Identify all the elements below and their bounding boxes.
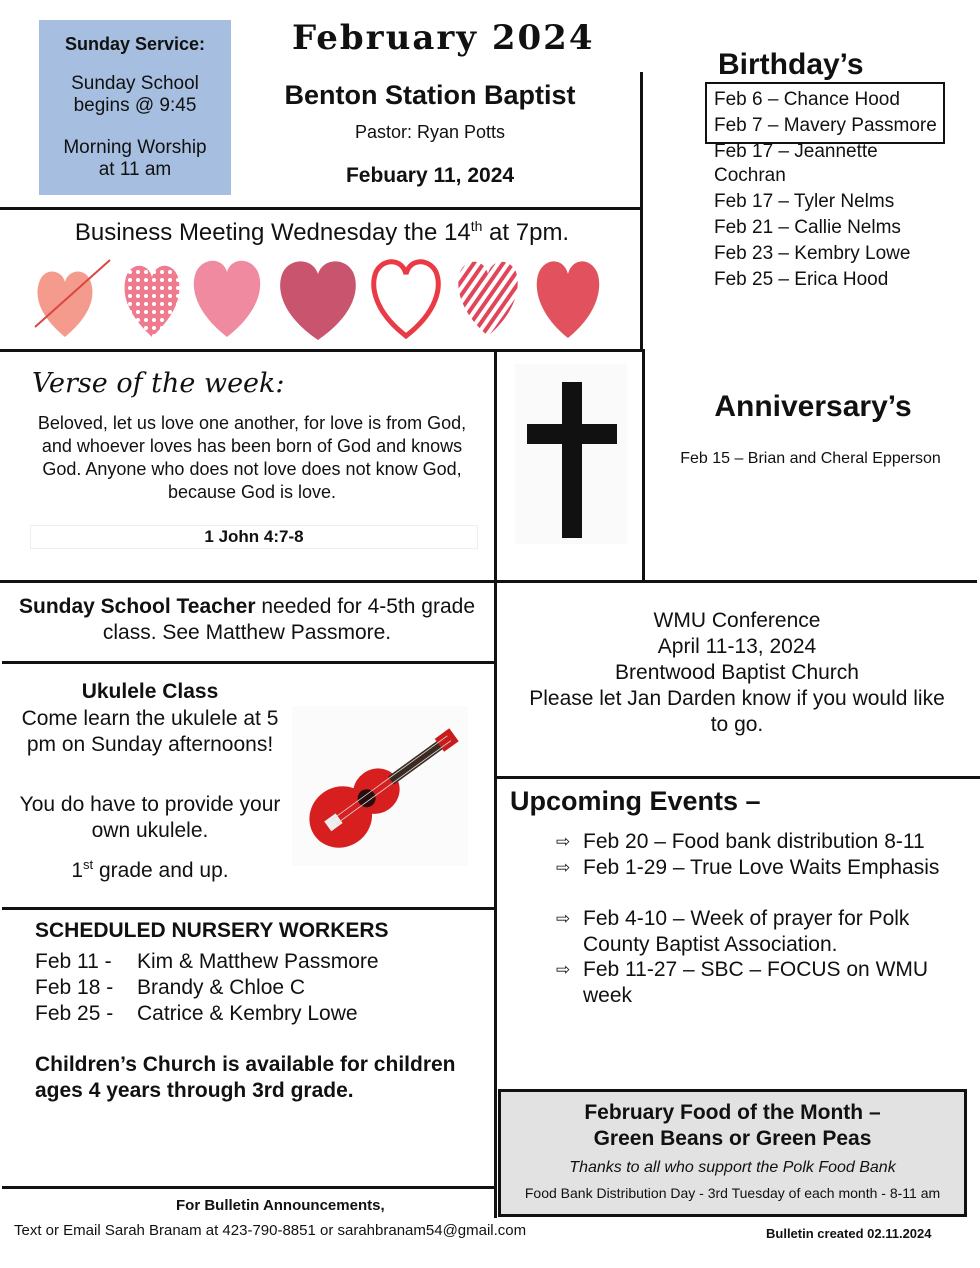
wmu-location: Brentwood Baptist Church — [615, 661, 859, 684]
birthday-item: Feb 21 – Callie Nelms — [714, 217, 901, 238]
divider — [2, 1186, 496, 1189]
food-thanks: Thanks to all who support the Polk Food Bank — [569, 1159, 896, 1176]
heart-icon — [194, 261, 260, 337]
ukulele-requirement: You do have to provide your own ukulele. — [19, 793, 281, 842]
events-heading: Upcoming Events – — [510, 786, 761, 816]
divider — [640, 72, 643, 352]
church-name: Benton Station Baptist — [284, 80, 576, 110]
pastor-name: Pastor: Ryan Potts — [354, 122, 506, 142]
ukulele-description: Come learn the ukulele at 5 pm on Sunday afternoons! — [21, 707, 279, 756]
event-item: ⇨ Feb 11-27 – SBC – FOCUS on WMU week — [556, 958, 929, 1007]
birthday-item: Feb 23 – Kembry Lowe — [714, 243, 911, 264]
divider — [494, 776, 980, 779]
event-item: ⇨ Feb 20 – Food bank distribution 8-11 — [556, 830, 925, 853]
arrow-icon: ⇨ — [556, 960, 571, 979]
childrens-church-notice: Children’s Church is available for children ages 4 years through 3rd grade. — [35, 1053, 456, 1102]
birthday-item: Cochran — [714, 165, 786, 186]
divider — [494, 580, 977, 583]
announcements-contact: Text or Email Sarah Branam at 423-790-8851 or sarahbranam54@gmail.com — [14, 1222, 527, 1239]
divider — [2, 907, 496, 910]
nursery-heading: SCHEDULED NURSERY WORKERS — [35, 919, 389, 942]
announcements-heading: For Bulletin Announcements, — [176, 1197, 385, 1214]
service-times-box — [39, 20, 231, 195]
nursery-row: Feb 11 - Kim & Matthew Passmore — [35, 950, 379, 973]
cross-icon — [515, 364, 627, 544]
verse-heading: Verse of the week: — [32, 368, 285, 399]
wmu-dates: April 11-13, 2024 — [657, 635, 817, 658]
food-of-month-box — [498, 1089, 967, 1217]
heart-icon — [35, 260, 110, 337]
bulletin-created-date: Bulletin created 02.11.2024 — [766, 1226, 932, 1241]
hearts-decoration — [30, 252, 610, 342]
divider — [2, 661, 496, 664]
arrow-icon: ⇨ — [556, 858, 571, 877]
ukulele-heading: Ukulele Class — [81, 680, 219, 703]
service-title: Sunday Service: — [64, 34, 206, 54]
business-meeting-notice: Business Meeting Wednesday the 14th at 7pm. — [74, 218, 570, 246]
divider — [0, 349, 645, 352]
arrow-icon: ⇨ — [556, 832, 571, 851]
divider — [0, 580, 494, 583]
heart-icon — [537, 261, 599, 338]
heart-icon — [125, 266, 180, 337]
birthday-item: Feb 6 – Chance Hood — [714, 89, 900, 110]
verse-text: Beloved, let us love one another, for love is from God, and whoever loves has been born of God and knows God. Anyone who does not love does not know God, because God is love. — [37, 413, 467, 502]
nursery-row: Feb 18 - Brandy & Chloe C — [35, 976, 306, 999]
wmu-contact: Please let Jan Darden know if you would like to go. — [529, 687, 945, 736]
arrow-icon: ⇨ — [556, 909, 571, 928]
service-date: Febuary 11, 2024 — [345, 164, 515, 187]
anniversary-item: Feb 15 – Brian and Cheral Epperson — [680, 450, 941, 467]
food-distribution: Food Bank Distribution Day - 3rd Tuesday of each month - 8-11 am — [524, 1185, 941, 1201]
ukulele-icon — [292, 706, 468, 866]
birthday-item: Feb 7 – Mavery Passmore — [714, 115, 937, 136]
heart-icon — [374, 262, 438, 336]
ukulele-grades: 1st grade and up. — [71, 857, 229, 882]
event-item: ⇨ Feb 4-10 – Week of prayer for Polk County Baptist Association. — [556, 907, 910, 956]
worship-line2: at 11 am — [98, 159, 172, 180]
sunday-school-line1: Sunday School — [71, 73, 199, 94]
birthday-item: Feb 17 – Tyler Nelms — [714, 191, 895, 212]
nursery-row: Feb 25 - Catrice & Kembry Lowe — [35, 1002, 358, 1025]
divider — [0, 207, 641, 210]
teacher-needed-notice: Sunday School Teacher needed for 4-5th grade class. See Matthew Passmore. — [18, 595, 475, 644]
birthday-item: Feb 17 – Jeannette — [714, 141, 878, 162]
food-title: February Food of the Month – — [584, 1101, 881, 1124]
verse-reference: 1 John 4:7-8 — [30, 525, 478, 549]
birthdays-heading: Birthday’s — [718, 48, 864, 81]
birthday-item: Feb 25 – Erica Hood — [714, 269, 889, 290]
anniversaries-heading: Anniversary’s — [714, 390, 912, 423]
divider — [642, 349, 645, 581]
bulletin-title: February 2024 — [292, 18, 595, 58]
sunday-school-line2: begins @ 9:45 — [73, 95, 197, 116]
wmu-conference-notice — [498, 608, 976, 738]
wmu-title: WMU Conference — [653, 609, 821, 632]
worship-line1: Morning Worship — [63, 137, 207, 158]
event-item: ⇨ Feb 1-29 – True Love Waits Emphasis — [556, 856, 940, 879]
food-items: Green Beans or Green Peas — [593, 1127, 872, 1150]
heart-icon — [280, 261, 356, 340]
heart-icon — [458, 262, 517, 336]
